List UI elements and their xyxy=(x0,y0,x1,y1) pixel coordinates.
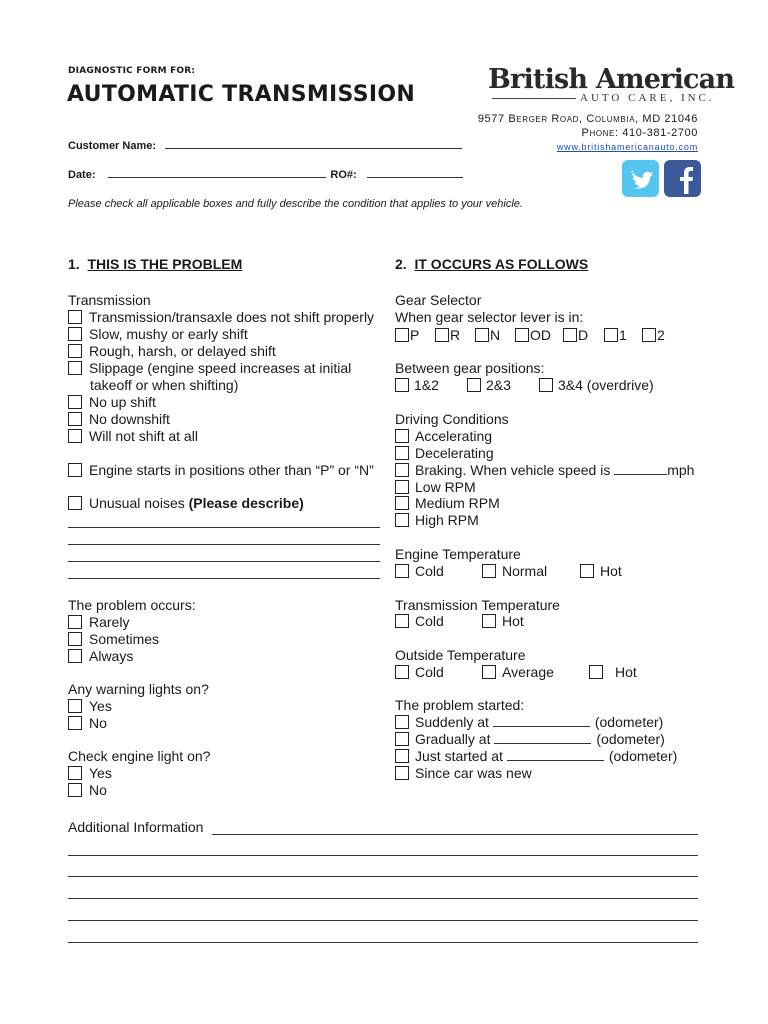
checkbox[interactable] xyxy=(68,716,82,730)
gear-options-row: P R N OD D 1 2 xyxy=(395,327,665,344)
instructions: Please check all applicable boxes and fully describe the condition that applies to your vehicle. xyxy=(68,198,523,210)
transmission-option-1: Transmission/transaxle does not shift properly xyxy=(68,309,374,326)
checkbox[interactable] xyxy=(395,429,409,443)
checkbox[interactable] xyxy=(395,614,409,628)
checkbox[interactable] xyxy=(68,395,82,409)
checkbox[interactable] xyxy=(435,328,449,342)
transmission-option-7: Will not shift at all xyxy=(68,428,198,445)
transmission-option-5: No up shift xyxy=(68,394,156,411)
checkbox[interactable] xyxy=(539,378,553,392)
driving-option-low-rpm: Low RPM xyxy=(395,479,476,496)
section2-number: 2. xyxy=(395,256,407,272)
please-describe: (Please describe) xyxy=(188,495,304,511)
section1-number: 1. xyxy=(68,256,80,272)
company-address: 9577 Berger Road, Columbia, MD 21046 xyxy=(477,113,698,125)
driving-conditions-label: Driving Conditions xyxy=(395,411,509,427)
checkbox[interactable] xyxy=(395,446,409,460)
checkbox[interactable] xyxy=(395,463,409,477)
company-phone: Phone: 410-381-2700 xyxy=(581,127,698,139)
checkbox[interactable] xyxy=(68,783,82,797)
occurs-label: The problem occurs: xyxy=(68,597,196,613)
engine-temp-row: Cold Normal Hot xyxy=(395,563,622,580)
date-label: Date: xyxy=(68,169,96,181)
facebook-icon[interactable] xyxy=(664,160,701,197)
noise-description-line[interactable] xyxy=(68,527,380,528)
unusual-noises-option: Unusual noises (Please describe) xyxy=(68,495,304,512)
warning-option-no: No xyxy=(68,715,107,732)
noise-description-line[interactable] xyxy=(68,578,380,579)
transmission-option-4: Slippage (engine speed increases at initial xyxy=(68,360,351,377)
noise-description-line[interactable] xyxy=(68,561,380,562)
trans-temp-label: Transmission Temperature xyxy=(395,597,560,613)
form-for-label: DIAGNOSTIC FORM FOR: xyxy=(68,66,196,76)
checkbox[interactable] xyxy=(589,665,603,679)
date-row xyxy=(68,165,463,183)
odometer-field[interactable] xyxy=(494,731,591,744)
customer-name-field[interactable] xyxy=(165,138,462,149)
noise-description-line[interactable] xyxy=(68,544,380,545)
checkbox[interactable] xyxy=(467,378,481,392)
started-option-since-new: Since car was new xyxy=(395,765,532,782)
outside-temp-row: Cold Average Hot xyxy=(395,664,637,681)
driving-option-high-rpm: High RPM xyxy=(395,512,479,529)
checkbox[interactable] xyxy=(515,328,529,342)
problem-started-label: The problem started: xyxy=(395,697,525,713)
checkbox[interactable] xyxy=(68,615,82,629)
additional-info-line[interactable] xyxy=(68,898,698,899)
checkbox[interactable] xyxy=(68,429,82,443)
transmission-option-6: No downshift xyxy=(68,411,170,428)
checkbox[interactable] xyxy=(68,496,82,510)
checkbox[interactable] xyxy=(68,412,82,426)
checkbox[interactable] xyxy=(68,699,82,713)
checkbox[interactable] xyxy=(395,732,409,746)
form-title: AUTOMATIC TRANSMISSION xyxy=(67,82,416,107)
engine-starts-option: Engine starts in positions other than “P” or “N” xyxy=(68,462,374,479)
company-logo-name: British American xyxy=(488,64,735,95)
section2-heading xyxy=(395,256,588,272)
check-engine-option-yes: Yes xyxy=(68,765,112,782)
additional-info-line[interactable] xyxy=(68,876,698,877)
checkbox[interactable] xyxy=(68,344,82,358)
speed-field[interactable] xyxy=(614,462,667,475)
checkbox[interactable] xyxy=(395,480,409,494)
checkbox[interactable] xyxy=(68,327,82,341)
additional-info-line[interactable] xyxy=(212,834,698,835)
check-engine-label: Check engine light on? xyxy=(68,748,211,764)
checkbox[interactable] xyxy=(68,766,82,780)
gear-lever-label: When gear selector lever is in: xyxy=(395,309,584,325)
warning-lights-label: Any warning lights on? xyxy=(68,681,209,697)
slippage-continued: takeoff or when shifting) xyxy=(90,377,239,393)
odometer-field[interactable] xyxy=(507,748,604,761)
checkbox[interactable] xyxy=(68,632,82,646)
logo-rule xyxy=(492,98,576,99)
transmission-label: Transmission xyxy=(68,292,151,308)
between-gears-label: Between gear positions: xyxy=(395,360,545,376)
odometer-field[interactable] xyxy=(493,714,590,727)
driving-option-braking: Braking. When vehicle speed is mph xyxy=(395,462,694,479)
twitter-icon[interactable] xyxy=(622,160,659,197)
transmission-option-2: Slow, mushy or early shift xyxy=(68,326,248,343)
customer-name-label: Customer Name: xyxy=(68,140,157,152)
checkbox[interactable] xyxy=(482,564,496,578)
additional-info-line[interactable] xyxy=(68,855,698,856)
additional-info-label: Additional Information xyxy=(68,819,204,835)
checkbox[interactable] xyxy=(68,649,82,663)
started-option-gradually: Gradually at (odometer) xyxy=(395,731,665,748)
started-option-suddenly: Suddenly at (odometer) xyxy=(395,714,663,731)
checkbox[interactable] xyxy=(642,328,656,342)
driving-option-medium-rpm: Medium RPM xyxy=(395,495,500,512)
warning-option-yes: Yes xyxy=(68,698,112,715)
checkbox[interactable] xyxy=(395,749,409,763)
gear-selector-label: Gear Selector xyxy=(395,292,482,308)
transmission-option-3: Rough, harsh, or delayed shift xyxy=(68,343,276,360)
checkbox[interactable] xyxy=(395,328,409,342)
occurs-option-sometimes: Sometimes xyxy=(68,631,159,648)
checkbox[interactable] xyxy=(604,328,618,342)
checkbox[interactable] xyxy=(395,513,409,527)
checkbox[interactable] xyxy=(395,766,409,780)
driving-option-accelerating: Accelerating xyxy=(395,428,492,445)
check-engine-option-no: No xyxy=(68,782,107,799)
checkbox[interactable] xyxy=(475,328,489,342)
additional-info-line[interactable] xyxy=(68,920,698,921)
checkbox[interactable] xyxy=(580,564,594,578)
checkbox[interactable] xyxy=(482,665,496,679)
company-tagline: AUTO CARE, INC. xyxy=(580,92,715,104)
started-option-just-started: Just started at (odometer) xyxy=(395,748,677,765)
trans-temp-row: Cold Hot xyxy=(395,613,524,630)
date-field[interactable] xyxy=(108,167,326,178)
checkbox[interactable] xyxy=(68,310,82,324)
occurs-option-rarely: Rarely xyxy=(68,614,129,631)
checkbox[interactable] xyxy=(68,361,82,375)
occurs-option-always: Always xyxy=(68,648,133,665)
checkbox[interactable] xyxy=(563,328,577,342)
driving-option-decelerating: Decelerating xyxy=(395,445,494,462)
between-gears-row: 1&2 2&3 3&4 (overdrive) xyxy=(395,377,654,394)
checkbox[interactable] xyxy=(482,614,496,628)
checkbox[interactable] xyxy=(395,496,409,510)
checkbox[interactable] xyxy=(395,378,409,392)
outside-temp-label: Outside Temperature xyxy=(395,647,526,663)
customer-name-row xyxy=(68,136,462,154)
checkbox[interactable] xyxy=(395,564,409,578)
ro-label: RO#: xyxy=(330,169,357,181)
checkbox[interactable] xyxy=(395,665,409,679)
checkbox[interactable] xyxy=(68,463,82,477)
section2-title: IT OCCURS AS FOLLOWS xyxy=(414,256,589,272)
section1-title: THIS IS THE PROBLEM xyxy=(87,256,243,272)
engine-temp-label: Engine Temperature xyxy=(395,546,521,562)
additional-info-line[interactable] xyxy=(68,942,698,943)
company-website-link[interactable]: www.britishamericanauto.com xyxy=(556,142,698,152)
ro-field[interactable] xyxy=(367,167,463,178)
checkbox[interactable] xyxy=(395,715,409,729)
section1-heading xyxy=(68,256,242,272)
